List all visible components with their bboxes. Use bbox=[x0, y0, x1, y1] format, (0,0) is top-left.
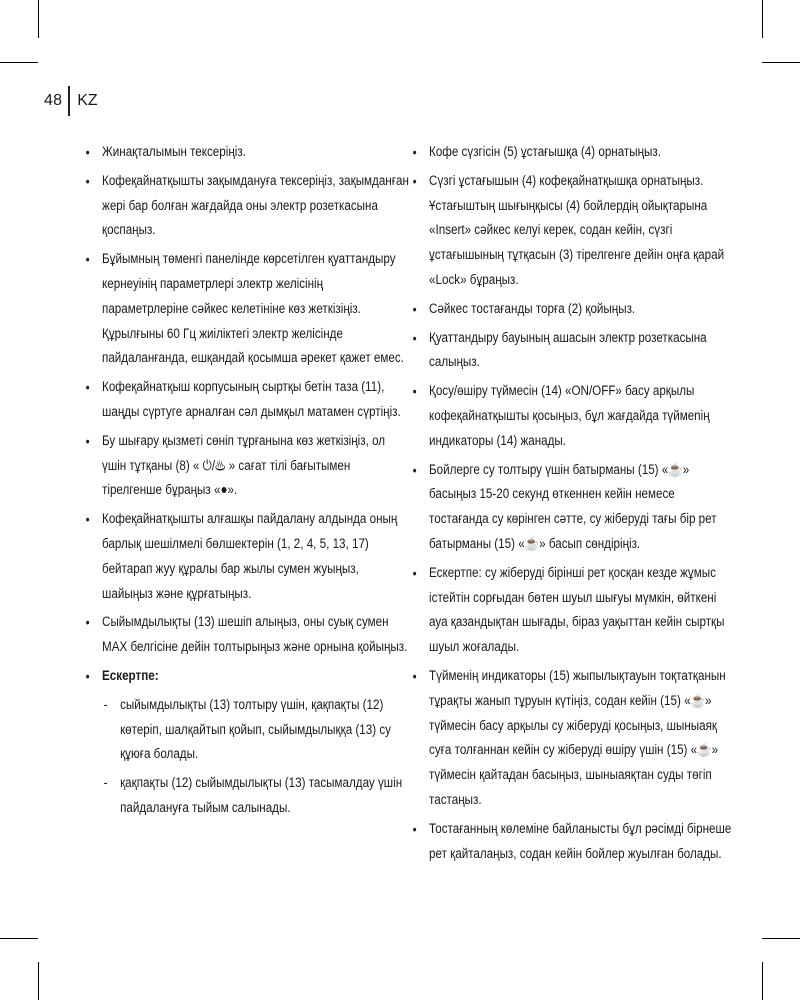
crop-mark bbox=[38, 962, 39, 1000]
list-item: • Қосу/өшіру түймесін (14) «ON/OFF» басу арқылы кофеқайнатқышты қосыңыз, бұл жағдайда түймenің индикаторы (14) жанады. bbox=[411, 379, 737, 453]
note-item: - сыйымдылықты (13) толтыру үшін, қақпақты (12) көтеріп, шалқайтып қойып, сыйымдылыққа (13) су құюға болады. bbox=[102, 693, 410, 767]
crop-mark bbox=[38, 0, 39, 38]
right-column bbox=[411, 140, 737, 870]
list-item: • Қуаттандыру бауының ашасын электр розеткасына салыңыз. bbox=[411, 326, 737, 376]
list-item: • Кофе сүзгісін (5) ұстағышқа (4) орнатыңыз. bbox=[411, 140, 737, 165]
list-item: • Бұйымның төменгі панелінде көрсетілген қуаттандыру кернеуінің параметрлері электр желісінің параметрлеріне сәйкес келетініне көз жеткізіңіз. Құрылғыны 60 Гц жиіліктегі электр желісінде пайдаланғанда, ешқандай қосымша әрекет қажет емес. bbox=[84, 247, 410, 371]
list-item: • Кофеқайнатқышты зақымдануға тексеріңіз, зақымданған жері бар болған жағдайда оны электр розеткасына қоспаңыз. bbox=[84, 169, 410, 243]
crop-mark bbox=[762, 0, 763, 38]
language-code: KZ bbox=[77, 92, 98, 109]
list-item: • Бу шығару қызметі сөніп тұрғанына көз жеткізіңіз, ол үшін тұтқаны (8) « ⏻/♨ » сағат тілі бағытымен тірелгенше бұраңыз «●». bbox=[84, 429, 410, 503]
list-item: • Түйменің индикаторы (15) жыпылықтауын тоқтатқанын тұрақты жанып тұруын күтіңіз, содан кейін (15) «☕» түймесін басу арқылы су жіберуді қосыңыз, шыныаяқ суға толғаннан кейін су жіберуді өшіру үшін (15) «☕» түймесін қайтадан басыңыз, шыныаяқтан суды төгіп тастаңыз. bbox=[411, 664, 737, 813]
note-heading: Ескертпе: bbox=[102, 667, 159, 684]
list-item: • Кофеқайнатқышты алғашқы пайдалану алдында оның барлық шешілмелі бөлшектерін (1, 2, 4, 5, 13, 17) бейтарап жуу құралы бар жылы сумен жуыңыз, шайыңыз және құрғатыңыз. bbox=[84, 507, 410, 606]
crop-mark bbox=[0, 938, 38, 939]
list-item: • Сәйкес тостағанды торға (2) қойыңыз. bbox=[411, 297, 737, 322]
list-item: • Сүзгі ұстағышын (4) кофеқайнатқышқа орнатыңыз. Ұстағыштың шығыңқысы (4) бойлердің ойықтарына «Insert» сәйкес келуі керек, содан кейін, сүзгі ұстағышының тұтқасын (3) тірелгенге дейін оңға қарай «Lock» бұраңыз. bbox=[411, 169, 737, 293]
right-bullet-list bbox=[411, 140, 737, 866]
list-item: • Бойлерге су толтыру үшін батырманы (15) «☕» басыңыз 15-20 секунд өткеннен кейін немесе тостағанда су көрінген сәтте, су жіберуді тағы бір рет батырманы (15) «☕» басып сөндіріңіз. bbox=[411, 458, 737, 557]
crop-mark bbox=[762, 62, 800, 63]
list-item: • Сыйымдылықты (13) шешіп алыңыз, оны суық сумен MAX белгісіне дейін толтырыңыз және орнына қойыңыз. bbox=[84, 610, 410, 660]
left-bullet-list bbox=[84, 140, 410, 821]
list-item: • Ескертпе: су жіберуді бірінші рет қосқан кезде жұмыс істейтін сорғыдан бөтен шуыл шығуы мүмкін, өйткені ауа қазандықтан шығады, біраз уақыттан кейін сыртқы шуыл жоғалады. bbox=[411, 561, 737, 660]
left-column bbox=[84, 140, 410, 825]
crop-mark bbox=[762, 938, 800, 939]
list-item: • Тостағанның көлеміне байланысты бұл рәсімді бірнеше рет қайталаңыз, содан кейін бойлер жуылған болады. bbox=[411, 817, 737, 867]
note-item: - қақпақты (12) сыйымдылықты (13) тасымалдау үшін пайдалануға тыйым салынады. bbox=[102, 771, 410, 821]
list-item: • Жинақталымын тексеріңіз. bbox=[84, 140, 410, 165]
page-number: 48 bbox=[44, 92, 63, 109]
list-item: • Кофеқайнатқыш корпусының сыртқы бетін таза (11), шаңды сүртуге арналған сәл дымқыл матамен сүртіңіз. bbox=[84, 375, 410, 425]
crop-mark bbox=[0, 62, 38, 63]
note-section bbox=[84, 664, 410, 821]
header-divider bbox=[68, 86, 70, 116]
crop-mark bbox=[762, 962, 763, 1000]
note-list bbox=[102, 693, 410, 821]
page-header bbox=[44, 86, 98, 116]
